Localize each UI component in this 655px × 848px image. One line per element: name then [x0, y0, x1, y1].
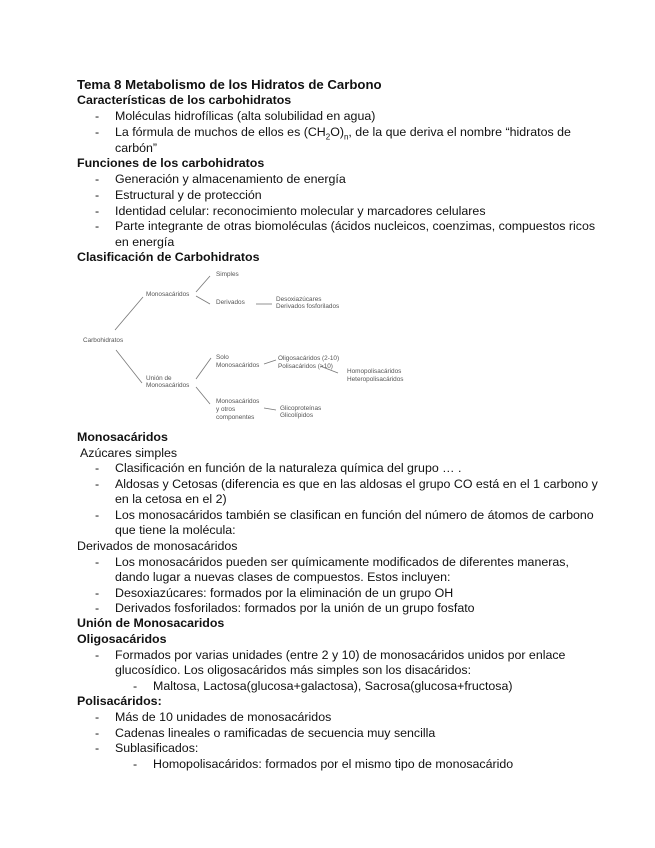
diagram-node-carbohidratos: Carbohidratos: [83, 337, 124, 344]
subtitle: Azúcares simples: [80, 446, 178, 460]
section-heading-clasificacion: Clasificación de Carbohidratos: [77, 250, 260, 264]
bullet-dash: -: [95, 172, 100, 186]
diagram-node-union: Unión de: [146, 375, 172, 382]
sub-list-item: Maltosa, Lactosa(glucosa+galactosa), Sacrosa(glucosa+fructosa): [153, 679, 513, 693]
list-item: Aldosas y Cetosas (diferencia es que en las aldosas el grupo CO está en el 1 carbono y: [115, 477, 598, 491]
connector-line: [116, 350, 142, 383]
bullet-dash: -: [95, 188, 100, 202]
list-item: Generación y almacenamiento de energía: [115, 172, 346, 186]
diagram-node-monosacaridos: Monosacáridos: [146, 291, 190, 298]
bullet-dash: -: [95, 461, 100, 475]
list-item: Más de 10 unidades de monosacáridos: [115, 710, 332, 724]
bullet-dash: -: [95, 648, 100, 662]
diagram-node-mono-otros-line3: componentes: [216, 414, 255, 421]
diagram-node-simples: Simples: [216, 271, 239, 278]
list-item-continuation: carbón”: [115, 141, 158, 155]
list-item: Estructural y de protección: [115, 188, 262, 202]
bullet-dash: -: [95, 601, 100, 615]
diagram-node-derivados: Derivados: [216, 299, 245, 306]
list-item-continuation: en la cetosa en el 2): [115, 492, 227, 506]
diagram-node-union-line2: Monosacáridos: [146, 382, 190, 389]
diagram-node-mono-otros: Monosacáridos: [216, 398, 260, 405]
bullet-dash: -: [95, 219, 100, 233]
connector-line: [196, 358, 211, 379]
list-item-continuation: en energía: [115, 235, 175, 249]
list-item-formula: La fórmula de muchos de ellos es $(CH_2O)_n$, de la que deriva el nombre “hidratos de: [115, 125, 571, 142]
section-heading-oligosacaridos: Oligosacáridos: [77, 632, 167, 646]
section-heading-funciones: Funciones de los carbohidratos: [77, 156, 265, 170]
list-item: Derivados fosforilados: formados por la unión de un grupo fosfato: [115, 601, 475, 615]
bullet-dash: -: [95, 477, 100, 491]
list-item: Formados por varias unidades (entre 2 y 10) de monosacáridos unidos por enlace: [115, 648, 566, 662]
bullet-dash: -: [133, 679, 138, 693]
bullet-dash: -: [95, 204, 100, 218]
list-item: Cadenas lineales o ramificadas de secuencia muy sencilla: [115, 726, 436, 740]
list-item: Moléculas hidrofílicas (alta solubilidad en agua): [115, 109, 376, 123]
bullet-dash: -: [95, 508, 100, 522]
diagram-node-glicoproteinas: Glicoproteínas: [280, 405, 322, 412]
section-heading-polisacaridos: Polisacáridos:: [77, 694, 162, 708]
diagram-node-mono-otros-line2: y otros: [216, 406, 236, 413]
section-heading-union: Unión de Monosacaridos: [77, 616, 225, 630]
bullet-dash: -: [95, 586, 100, 600]
connector-line: [264, 408, 276, 410]
bullet-dash: -: [95, 726, 100, 740]
section-heading-derivados: Derivados de monosacáridos: [77, 539, 238, 553]
diagram-node-solo-line2: Monosacáridos: [216, 362, 260, 369]
diagram-node-solo: Solo: [216, 354, 229, 361]
bullet-dash: -: [95, 741, 100, 755]
bullet-dash: -: [95, 710, 100, 724]
diagram-node-glicolipidos: Glicolípidos: [280, 412, 314, 419]
list-item: Identidad celular: reconocimiento molecular y marcadores celulares: [115, 204, 486, 218]
connector-line: [196, 387, 210, 404]
list-item: Clasificación en función de la naturaleza química del grupo … .: [115, 461, 462, 475]
diagram-node-oligosacaridos: Oligosacáridos (2-10): [278, 355, 340, 362]
bullet-dash: -: [133, 757, 138, 771]
list-item-continuation: que tiene la molécula:: [115, 523, 236, 537]
list-item-continuation: glucosídico. Los oligosacáridos más simples son los disacáridos:: [115, 663, 472, 677]
page-title: Tema 8 Metabolismo de los Hidratos de Carbono: [77, 77, 382, 92]
list-item-continuation: dando lugar a nuevas clases de compuestos. Estos incluyen:: [115, 570, 451, 584]
diagram-node-heteropolisacaridos: Heteropolisacáridos: [347, 376, 404, 383]
connector-line: [115, 297, 143, 330]
list-item: Sublasificados:: [115, 741, 199, 755]
connector-line: [196, 276, 210, 292]
diagram-node-homopolisacaridos: Homopolisacáridos: [347, 368, 402, 375]
diagram-node-derivados-fosforilados: Derivados fosforilados: [276, 303, 340, 310]
diagram-node-polisacaridos: Polisacáridos (>10): [278, 363, 333, 370]
list-item: Desoxiazúcares: formados por la eliminación de un grupo OH: [115, 586, 454, 600]
connector-line: [264, 360, 276, 364]
diagram-node-desoxiazucares: Desoxiazúcares: [276, 296, 322, 303]
list-item: Los monosacáridos pueden ser químicamente modificados de diferentes maneras,: [115, 555, 569, 569]
bullet-dash: -: [95, 555, 100, 569]
bullet-dash: -: [95, 109, 100, 123]
connector-line: [196, 296, 210, 304]
list-item: Parte integrante de otras biomoléculas (ácidos nucleicos, coenzimas, compuestos ricos: [115, 219, 596, 233]
bullet-dash: -: [95, 125, 100, 139]
section-heading-monosacaridos: Monosacáridos: [77, 430, 168, 444]
sub-list-item: Homopolisacáridos: formados por el mismo tipo de monosacárido: [153, 757, 514, 771]
list-item: Los monosacáridos también se clasifican en función del número de átomos de carbono: [115, 508, 594, 522]
section-heading-caracteristicas: Características de los carbohidratos: [77, 93, 292, 107]
